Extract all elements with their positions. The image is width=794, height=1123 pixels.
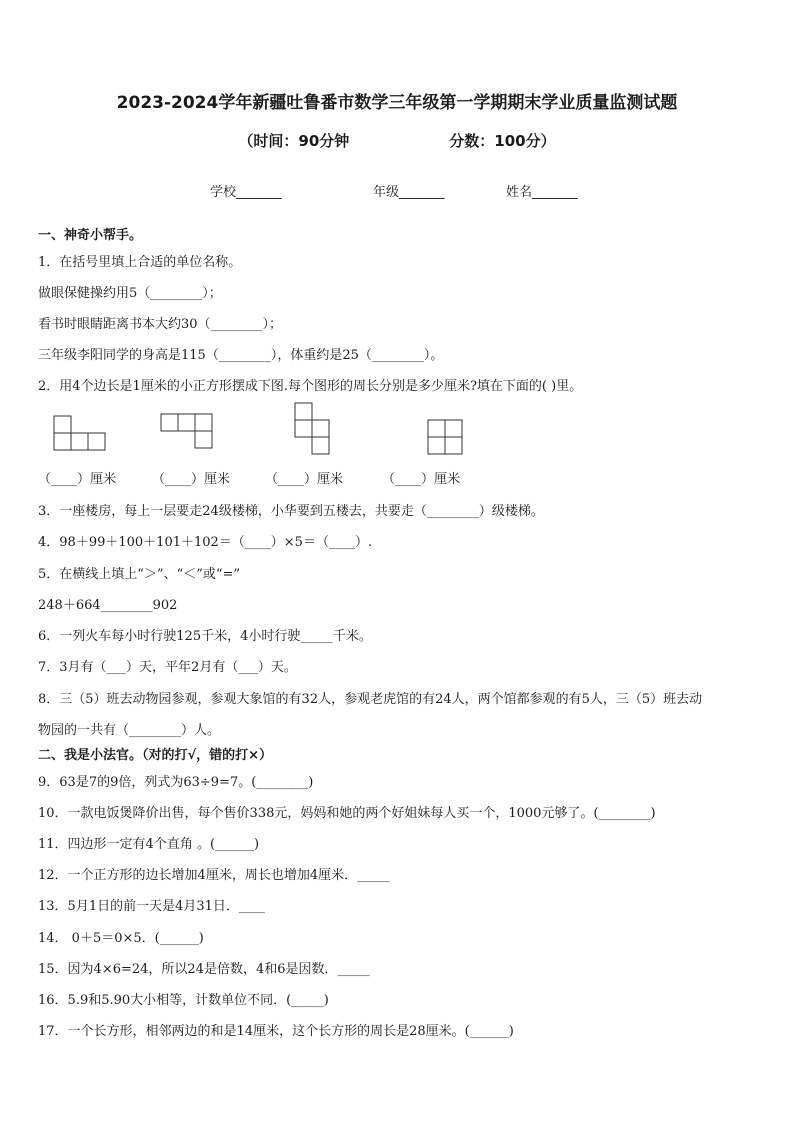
question-1: 1．在括号里填上合适的单位名称。 [38,255,242,270]
question-11: 11．四边形一定有4个直角 。(______) [38,837,260,852]
answer-figure-4[interactable]: （____）厘米 [382,472,461,487]
answer-figure-1[interactable]: （____）厘米 [38,472,117,487]
question-10: 10．一款电饭煲降价出售，每个售价338元，妈妈和她的两个好姐妹每人买一个，1000元够了。(________) [38,806,656,821]
shape-figure-1 [53,415,107,451]
question-6: 6．一列火车每小时行驶125千米，4小时行驶_____千米。 [38,629,372,644]
page-title: 2023-2024学年新疆吐鲁番市数学三年级第一学期期末学业质量监测试题 [116,93,678,113]
section-1-heading: 一、神奇小帮手。 [38,228,143,243]
question-4: 4．98＋99＋100＋101＋102＝（____）×5＝（____）. [38,535,373,550]
question-13: 13．5月1日的前一天是4月31日．____ [38,899,265,914]
question-3: 3．一座楼房，每上一层要走24级楼梯，小华要到五楼去，共要走（________）级楼梯。 [38,504,544,519]
shape-figure-2 [160,413,214,451]
question-12: 12．一个正方形的边长增加4厘米，周长也增加4厘米．_____ [38,868,390,883]
answer-figure-2[interactable]: （____）厘米 [152,472,231,487]
shape-figure-3 [294,402,332,474]
exam-score: 分数：100分） [449,132,556,150]
question-14: 14． 0＋5＝0×5．(______) [38,931,204,946]
question-9: 9．63是7的9倍，列式为63÷9=7。(________) [38,775,314,790]
name-field[interactable]: 姓名_______ [506,185,578,200]
question-8-cont: 物园的一共有（________）人。 [38,723,221,738]
exam-time: （时间：90分钟 [238,132,350,150]
exam-meta [0,130,794,151]
question-5a: 248＋664________902 [38,598,178,613]
question-7: 7．3月有（___）天，平年2月有（___）天。 [38,660,297,675]
question-16: 16．5.9和5.90大小相等，计数单位不同．(_____) [38,993,329,1008]
school-field[interactable]: 学校_______ [210,185,282,200]
grade-field[interactable]: 年级_______ [373,185,445,200]
question-5: 5．在横线上填上“＞”、“＜”或“=” [38,567,241,582]
section-2-heading: 二、我是小法官。（对的打√，错的打×） [38,748,273,763]
question-1b: 看书时眼睛距离书本大约30（________）； [38,317,283,332]
answer-figure-3[interactable]: （____）厘米 [265,472,344,487]
question-1c: 三年级李阳同学的身高是115（________），体重约是25（________）。 [38,348,444,363]
question-8: 8．三（5）班去动物园参观，参观大象馆的有32人，参观老虎馆的有24人，两个馆都参观的有5人，三（5）班去动 [38,692,703,707]
question-1a: 做眼保健操约用5（________）； [38,286,222,301]
question-15: 15．因为4×6=24，所以24是倍数，4和6是因数．_____ [38,962,370,977]
shape-figure-4 [427,419,465,457]
question-2: 2．用4个边长是1厘米的小正方形摆成下图.每个图形的周长分别是多少厘米?填在下面的( )里。 [38,379,583,394]
question-17: 17．一个长方形，相邻两边的和是14厘米，这个长方形的周长是28厘米。(______) [38,1024,514,1039]
